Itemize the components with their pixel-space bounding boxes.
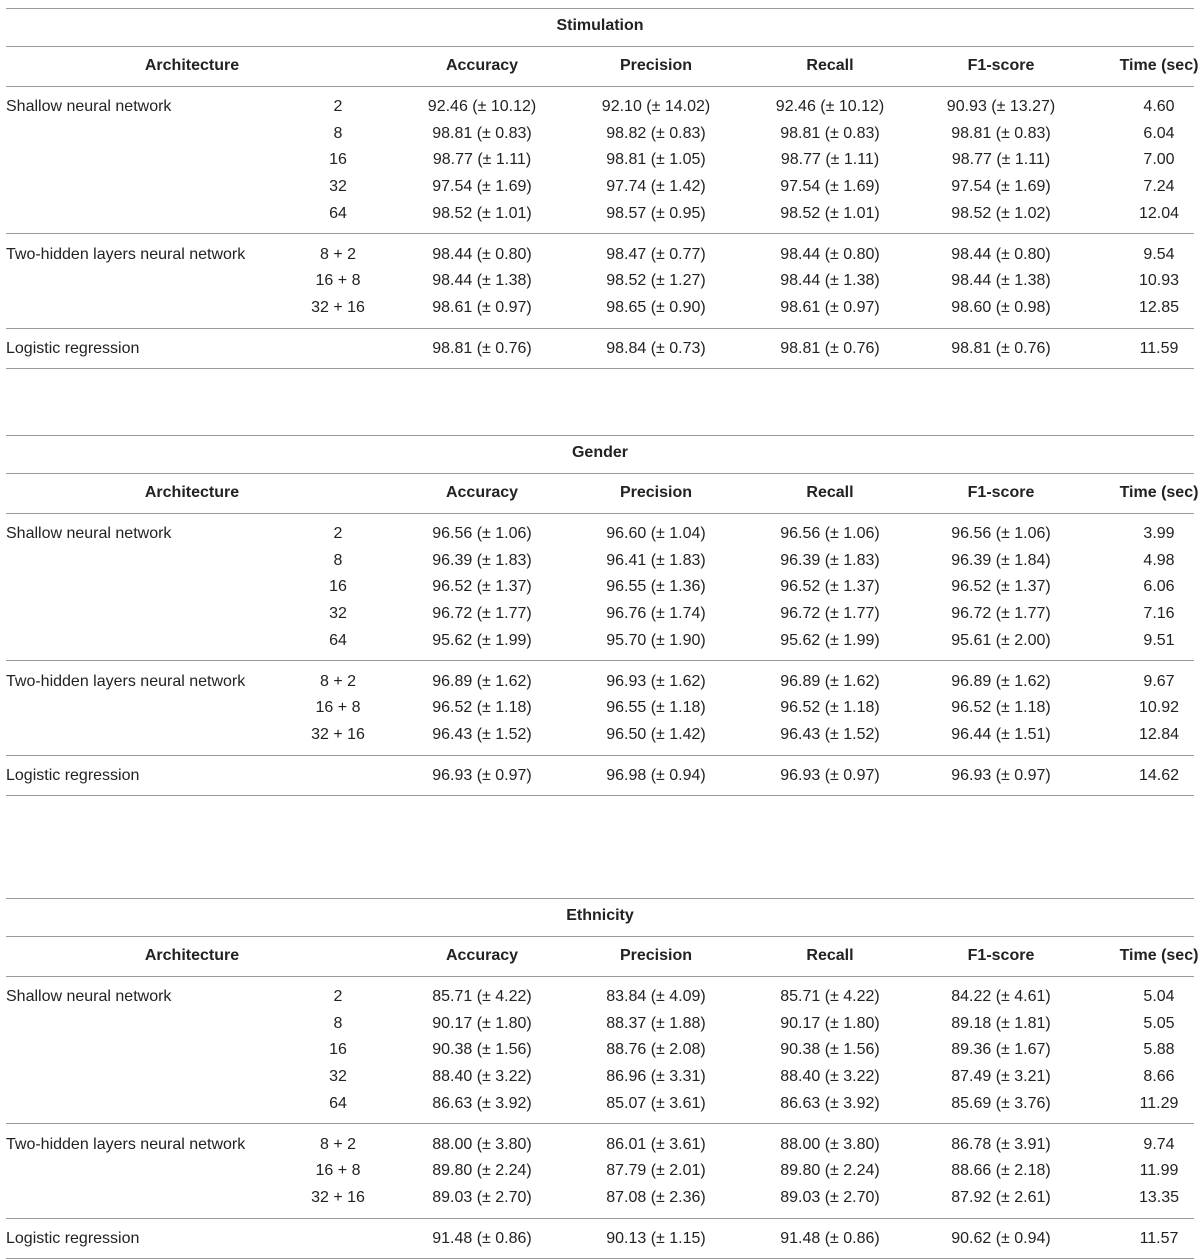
cell-time: 13.35 (1138, 1188, 1180, 1206)
cell-precision: 85.07 (± 3.61) (606, 1094, 706, 1112)
cell-f1: 87.92 (± 2.61) (951, 1188, 1051, 1206)
cell-accuracy: 90.38 (± 1.56) (432, 1041, 532, 1059)
table-row (6, 1226, 1194, 1252)
cell-precision: 96.55 (± 1.36) (606, 578, 706, 596)
cell-precision: 96.93 (± 1.62) (606, 672, 706, 690)
cell-time: 4.60 (1143, 98, 1175, 115)
table-row (6, 601, 1194, 627)
cell-recall: 96.43 (± 1.52) (780, 725, 880, 743)
table-row (6, 984, 1194, 1010)
cell-f1: 89.18 (± 1.81) (951, 1014, 1051, 1032)
layer-size: 16 (329, 151, 347, 169)
layer-size: 32 + 16 (311, 298, 365, 316)
cell-time: 5.88 (1143, 1041, 1175, 1059)
cell-f1: 90.93 (± 13.27) (946, 98, 1056, 115)
cell-time: 12.84 (1138, 725, 1180, 743)
layer-size: 8 (333, 551, 343, 569)
cell-f1: 97.54 (± 1.69) (951, 178, 1051, 196)
cell-recall: 96.56 (± 1.06) (780, 525, 880, 542)
cell-recall: 96.52 (± 1.37) (780, 578, 880, 596)
table-row (6, 1011, 1194, 1037)
cell-f1: 95.61 (± 2.00) (951, 631, 1051, 649)
cell-accuracy: 96.52 (± 1.18) (432, 699, 532, 717)
cell-precision: 98.57 (± 0.95) (606, 204, 706, 222)
cell-recall: 98.77 (± 1.11) (780, 151, 880, 169)
cell-f1: 96.56 (± 1.06) (951, 525, 1051, 542)
cell-time: 10.93 (1138, 272, 1180, 290)
cell-time: 7.24 (1143, 178, 1175, 196)
column-header-accuracy: Accuracy (445, 57, 519, 74)
header-rule (6, 86, 1194, 87)
table-title: Stimulation (556, 17, 644, 34)
cell-recall: 98.44 (± 1.38) (780, 272, 880, 290)
cell-recall: 98.81 (± 0.83) (780, 124, 880, 142)
cell-time: 3.99 (1143, 525, 1175, 542)
cell-precision: 92.10 (± 14.02) (601, 98, 711, 115)
column-header-recall: Recall (806, 484, 854, 501)
layer-size: 32 + 16 (311, 725, 365, 743)
cell-precision: 98.52 (± 1.27) (606, 272, 706, 290)
table-row (6, 1185, 1194, 1211)
table-row (6, 763, 1194, 789)
cell-f1: 88.66 (± 2.18) (951, 1162, 1051, 1180)
architecture-name: Two-hidden layers neural network (6, 245, 246, 263)
table-row (6, 201, 1194, 227)
title-rule (6, 46, 1194, 47)
layer-size: 8 + 2 (319, 672, 357, 690)
cell-recall: 85.71 (± 4.22) (780, 988, 880, 1005)
cell-f1: 90.62 (± 0.94) (951, 1229, 1051, 1247)
table-title: Gender (571, 444, 628, 461)
table-title: Ethnicity (566, 907, 634, 924)
cell-recall: 89.80 (± 2.24) (780, 1162, 880, 1180)
cell-time: 12.85 (1138, 298, 1180, 316)
cell-precision: 96.76 (± 1.74) (606, 605, 706, 623)
cell-recall: 86.63 (± 3.92) (780, 1094, 880, 1112)
layer-size: 8 + 2 (319, 1135, 357, 1153)
table-row (6, 1037, 1194, 1063)
layer-size: 8 (333, 1014, 343, 1032)
column-header-recall: Recall (806, 947, 854, 964)
layer-size: 32 (329, 605, 347, 623)
layer-size: 16 (329, 578, 347, 596)
cell-recall: 89.03 (± 2.70) (780, 1188, 880, 1206)
cell-f1: 98.44 (± 0.80) (951, 245, 1051, 263)
cell-recall: 96.72 (± 1.77) (780, 605, 880, 623)
cell-time: 10.92 (1138, 699, 1180, 717)
cell-precision: 83.84 (± 4.09) (606, 988, 706, 1005)
cell-precision: 98.84 (± 0.73) (606, 339, 706, 357)
table-top-rule (6, 435, 1194, 436)
column-header-f1: F1-score (967, 484, 1035, 501)
column-header-accuracy: Accuracy (445, 484, 519, 501)
table-row (6, 336, 1194, 362)
cell-precision: 96.60 (± 1.04) (606, 525, 706, 542)
cell-time: 7.00 (1143, 151, 1175, 169)
cell-time: 6.06 (1143, 578, 1175, 596)
column-header-f1: F1-score (967, 57, 1035, 74)
group-rule (6, 233, 1194, 234)
cell-accuracy: 89.80 (± 2.24) (432, 1162, 532, 1180)
cell-f1: 98.44 (± 1.38) (951, 272, 1051, 290)
cell-precision: 98.82 (± 0.83) (606, 124, 706, 142)
cell-precision: 98.47 (± 0.77) (606, 245, 706, 263)
cell-time: 9.74 (1143, 1135, 1175, 1153)
architecture-name: Two-hidden layers neural network (6, 1135, 246, 1153)
cell-accuracy: 98.77 (± 1.11) (432, 151, 532, 169)
group-rule (6, 1218, 1194, 1219)
cell-f1: 96.52 (± 1.18) (951, 699, 1051, 717)
cell-precision: 88.37 (± 1.88) (606, 1014, 706, 1032)
layer-size: 16 + 8 (315, 1162, 361, 1180)
cell-f1: 98.81 (± 0.83) (951, 124, 1051, 142)
cell-time: 5.05 (1143, 1014, 1175, 1032)
cell-precision: 86.01 (± 3.61) (606, 1135, 706, 1153)
cell-precision: 86.96 (± 3.31) (606, 1068, 706, 1086)
cell-accuracy: 90.17 (± 1.80) (432, 1014, 532, 1032)
table-row (6, 121, 1194, 147)
table-row (6, 1158, 1194, 1184)
cell-f1: 96.72 (± 1.77) (951, 605, 1051, 623)
table-row (6, 147, 1194, 173)
table-row (6, 574, 1194, 600)
table-top-rule (6, 898, 1194, 899)
cell-time: 14.62 (1138, 766, 1180, 784)
cell-recall: 90.38 (± 1.56) (780, 1041, 880, 1059)
cell-recall: 96.93 (± 0.97) (780, 766, 880, 784)
cell-accuracy: 98.61 (± 0.97) (432, 298, 532, 316)
architecture-name: Logistic regression (6, 766, 140, 784)
table-row (6, 94, 1194, 120)
cell-f1: 98.81 (± 0.76) (951, 339, 1051, 357)
table-row (6, 669, 1194, 695)
table-row (6, 521, 1194, 547)
cell-accuracy: 98.81 (± 0.76) (432, 339, 532, 357)
cell-accuracy: 96.72 (± 1.77) (432, 605, 532, 623)
cell-recall: 91.48 (± 0.86) (780, 1229, 880, 1247)
table-row (6, 722, 1194, 748)
architecture-name: Logistic regression (6, 1229, 140, 1247)
architecture-name: Logistic regression (6, 339, 140, 357)
architecture-name: Two-hidden layers neural network (6, 672, 246, 690)
cell-time: 11.29 (1139, 1094, 1179, 1112)
layer-size: 16 + 8 (315, 699, 361, 717)
layer-size: 2 (333, 98, 343, 115)
table-row (6, 695, 1194, 721)
cell-f1: 96.44 (± 1.51) (951, 725, 1051, 743)
cell-recall: 95.62 (± 1.99) (780, 631, 880, 649)
cell-precision: 97.74 (± 1.42) (606, 178, 706, 196)
cell-recall: 96.89 (± 1.62) (780, 672, 880, 690)
cell-precision: 96.98 (± 0.94) (606, 766, 706, 784)
group-rule (6, 755, 1194, 756)
cell-accuracy: 92.46 (± 10.12) (427, 98, 537, 115)
column-header-time: Time (sec) (1119, 947, 1199, 964)
layer-size: 2 (333, 988, 343, 1005)
architecture-name: Shallow neural network (6, 525, 172, 542)
header-row (6, 480, 1199, 506)
cell-recall: 88.00 (± 3.80) (780, 1135, 880, 1153)
cell-time: 6.04 (1143, 124, 1175, 142)
group-rule (6, 660, 1194, 661)
cell-accuracy: 98.44 (± 0.80) (432, 245, 532, 263)
cell-time: 12.04 (1138, 204, 1180, 222)
cell-accuracy: 95.62 (± 1.99) (432, 631, 532, 649)
cell-time: 9.54 (1143, 245, 1175, 263)
cell-time: 8.66 (1143, 1068, 1175, 1086)
cell-accuracy: 96.52 (± 1.37) (432, 578, 532, 596)
header-row (6, 943, 1199, 969)
group-rule (6, 328, 1194, 329)
cell-f1: 85.69 (± 3.76) (951, 1094, 1051, 1112)
header-row (6, 53, 1199, 79)
cell-precision: 95.70 (± 1.90) (606, 631, 706, 649)
column-header-f1: F1-score (967, 947, 1035, 964)
layer-size: 16 (329, 1041, 347, 1059)
cell-recall: 97.54 (± 1.69) (780, 178, 880, 196)
cell-accuracy: 97.54 (± 1.69) (432, 178, 532, 196)
layer-size: 8 + 2 (319, 245, 357, 263)
cell-f1: 96.39 (± 1.84) (951, 551, 1051, 569)
cell-f1: 96.89 (± 1.62) (951, 672, 1051, 690)
cell-f1: 98.52 (± 1.02) (951, 204, 1051, 222)
cell-accuracy: 96.93 (± 0.97) (432, 766, 532, 784)
cell-recall: 90.17 (± 1.80) (780, 1014, 880, 1032)
table-row (6, 1064, 1194, 1090)
column-header-recall: Recall (806, 57, 854, 74)
layer-size: 8 (333, 124, 343, 142)
layer-size: 64 (329, 631, 347, 649)
cell-f1: 84.22 (± 4.61) (951, 988, 1051, 1005)
cell-accuracy: 96.43 (± 1.52) (432, 725, 532, 743)
cell-accuracy: 98.52 (± 1.01) (432, 204, 532, 222)
cell-recall: 96.39 (± 1.83) (780, 551, 880, 569)
layer-size: 64 (329, 1094, 347, 1112)
cell-f1: 96.93 (± 0.97) (951, 766, 1051, 784)
table-row (6, 1091, 1194, 1117)
table-row (6, 628, 1194, 654)
layer-size: 16 + 8 (315, 272, 361, 290)
cell-accuracy: 88.40 (± 3.22) (432, 1068, 532, 1086)
table-row (6, 242, 1194, 268)
column-header-precision: Precision (619, 484, 693, 501)
cell-precision: 98.65 (± 0.90) (606, 298, 706, 316)
architecture-name: Shallow neural network (6, 988, 172, 1005)
cell-time: 11.99 (1139, 1162, 1179, 1180)
column-header-architecture: Architecture (144, 57, 240, 74)
cell-f1: 87.49 (± 3.21) (951, 1068, 1051, 1086)
layer-size: 32 (329, 1068, 347, 1086)
table-top-rule (6, 8, 1194, 9)
cell-recall: 98.61 (± 0.97) (780, 298, 880, 316)
layer-size: 64 (329, 204, 347, 222)
cell-recall: 88.40 (± 3.22) (780, 1068, 880, 1086)
cell-f1: 86.78 (± 3.91) (951, 1135, 1051, 1153)
cell-time: 11.57 (1139, 1229, 1179, 1247)
cell-accuracy: 88.00 (± 3.80) (432, 1135, 532, 1153)
cell-accuracy: 96.89 (± 1.62) (432, 672, 532, 690)
table-row (6, 548, 1194, 574)
column-header-architecture: Architecture (144, 947, 240, 964)
column-header-architecture: Architecture (144, 484, 240, 501)
group-rule (6, 368, 1194, 369)
cell-precision: 98.81 (± 1.05) (606, 151, 706, 169)
cell-precision: 87.08 (± 2.36) (606, 1188, 706, 1206)
cell-accuracy: 98.44 (± 1.38) (432, 272, 532, 290)
cell-precision: 87.79 (± 2.01) (606, 1162, 706, 1180)
layer-size: 2 (333, 525, 343, 542)
cell-accuracy: 85.71 (± 4.22) (432, 988, 532, 1005)
cell-f1: 98.60 (± 0.98) (951, 298, 1051, 316)
cell-time: 4.98 (1143, 551, 1175, 569)
column-header-time: Time (sec) (1119, 484, 1199, 501)
cell-f1: 98.77 (± 1.11) (951, 151, 1051, 169)
architecture-name: Shallow neural network (6, 98, 172, 115)
column-header-time: Time (sec) (1119, 57, 1199, 74)
header-rule (6, 976, 1194, 977)
cell-precision: 96.50 (± 1.42) (606, 725, 706, 743)
cell-accuracy: 91.48 (± 0.86) (432, 1229, 532, 1247)
column-header-accuracy: Accuracy (445, 947, 519, 964)
table-row (6, 268, 1194, 294)
table-row (6, 295, 1194, 321)
cell-recall: 98.52 (± 1.01) (780, 204, 880, 222)
title-rule (6, 473, 1194, 474)
cell-recall: 98.81 (± 0.76) (780, 339, 880, 357)
cell-time: 5.04 (1143, 988, 1175, 1005)
cell-f1: 96.52 (± 1.37) (951, 578, 1051, 596)
cell-precision: 90.13 (± 1.15) (606, 1229, 706, 1247)
cell-recall: 96.52 (± 1.18) (780, 699, 880, 717)
cell-recall: 98.44 (± 0.80) (780, 245, 880, 263)
column-header-precision: Precision (619, 57, 693, 74)
cell-accuracy: 89.03 (± 2.70) (432, 1188, 532, 1206)
header-rule (6, 513, 1194, 514)
cell-time: 11.59 (1139, 339, 1179, 357)
cell-accuracy: 96.39 (± 1.83) (432, 551, 532, 569)
cell-accuracy: 86.63 (± 3.92) (432, 1094, 532, 1112)
cell-accuracy: 96.56 (± 1.06) (432, 525, 532, 542)
table-row (6, 174, 1194, 200)
cell-time: 9.67 (1143, 672, 1175, 690)
cell-precision: 96.41 (± 1.83) (606, 551, 706, 569)
cell-precision: 96.55 (± 1.18) (606, 699, 706, 717)
layer-size: 32 (329, 178, 347, 196)
cell-recall: 92.46 (± 10.12) (775, 98, 885, 115)
title-rule (6, 936, 1194, 937)
group-rule (6, 1123, 1194, 1124)
cell-precision: 88.76 (± 2.08) (606, 1041, 706, 1059)
table-row (6, 1132, 1194, 1158)
cell-accuracy: 98.81 (± 0.83) (432, 124, 532, 142)
cell-f1: 89.36 (± 1.67) (951, 1041, 1051, 1059)
cell-time: 9.51 (1143, 631, 1175, 649)
group-rule (6, 795, 1194, 796)
layer-size: 32 + 16 (311, 1188, 365, 1206)
column-header-precision: Precision (619, 947, 693, 964)
cell-time: 7.16 (1143, 605, 1175, 623)
